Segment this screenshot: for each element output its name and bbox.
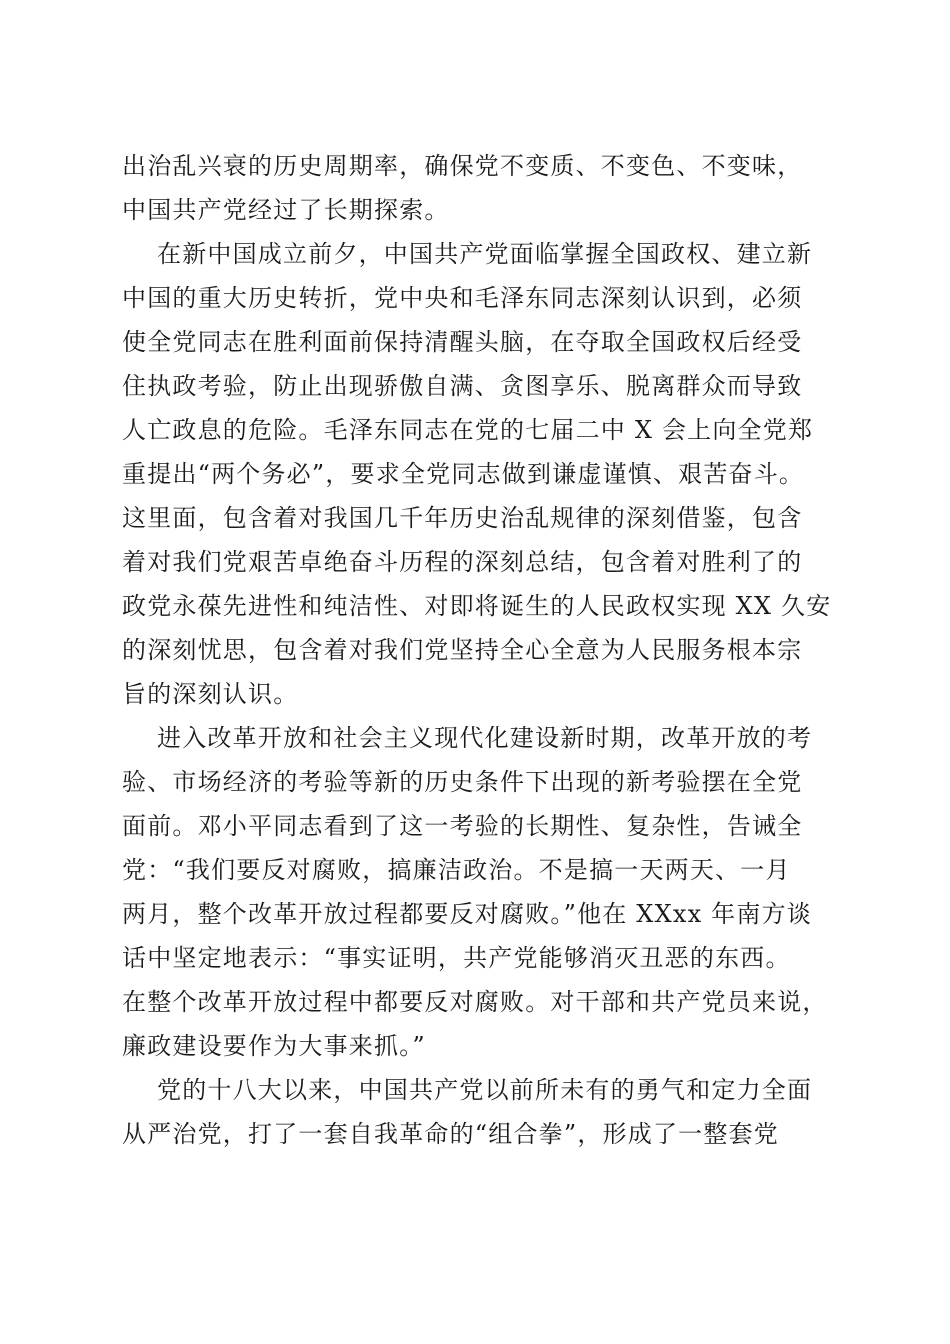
paragraph-line: 中国共产党经过了长期探索。 xyxy=(122,196,450,224)
paragraph-line: 出治乱兴衰的历史周期率，确保党不变质、不变色、不变味， xyxy=(122,152,803,180)
paragraph-line: 住执政考验，防止出现骄傲自满、贪图享乐、脱离群众而导致 xyxy=(122,372,803,400)
paragraph-line: 话中坚定地表示：“事实证明，共产党能够消灭丑恶的东西。 xyxy=(122,944,791,972)
paragraph-line: 这里面，包含着对我国几千年历史治乱规律的深刻借鉴，包含 xyxy=(122,504,803,532)
paragraph-line: 廉政建设要作为大事来抓。” xyxy=(122,1032,426,1060)
paragraph-line: 两月，整个改革开放过程都要反对腐败。”他在 XXxx 年南方谈 xyxy=(122,900,812,928)
paragraph-line: 的深刻忧思，包含着对我们党坚持全心全意为人民服务根本宗 xyxy=(122,636,803,664)
paragraph-line: 在整个改革开放过程中都要反对腐败。对干部和共产党员来说， xyxy=(122,988,828,1016)
paragraph-line: 旨的深刻认识。 xyxy=(122,680,299,708)
paragraph-line: 着对我们党艰苦卓绝奋斗历程的深刻总结，包含着对胜利了的 xyxy=(122,548,803,576)
paragraph-line: 面前。邓小平同志看到了这一考验的长期性、复杂性，告诫全 xyxy=(122,812,803,840)
paragraph-line: 党：“我们要反对腐败，搞廉洁政治。不是搞一天两天、一月 xyxy=(122,856,791,884)
paragraph-line: 中国的重大历史转折，党中央和毛泽东同志深刻认识到，必须 xyxy=(122,284,803,312)
paragraph-line: 政党永葆先进性和纯洁性、对即将诞生的人民政权实现 XX 久安 xyxy=(122,592,832,620)
paragraph-line: 重提出“两个务必”，要求全党同志做到谦虚谨慎、艰苦奋斗。 xyxy=(122,460,805,488)
paragraph-first-line: 进入改革开放和社会主义现代化建设新时期，改革开放的考 xyxy=(157,724,813,752)
paragraph-line: 人亡政息的危险。毛泽东同志在党的七届二中 X 会上向全党郑 xyxy=(122,416,814,444)
paragraph-line: 验、市场经济的考验等新的历史条件下出现的新考验摆在全党 xyxy=(122,768,803,796)
paragraph-line: 从严治党，打了一套自我革命的“组合拳”，形成了一整套党 xyxy=(122,1120,779,1148)
document-body xyxy=(122,144,842,1156)
paragraph-line: 使全党同志在胜利面前保持清醒头脑，在夺取全国政权后经受 xyxy=(122,328,803,356)
paragraph-first-line: 党的十八大以来，中国共产党以前所未有的勇气和定力全面 xyxy=(157,1076,813,1104)
paragraph-first-line: 在新中国成立前夕，中国共产党面临掌握全国政权、建立新 xyxy=(157,240,813,268)
